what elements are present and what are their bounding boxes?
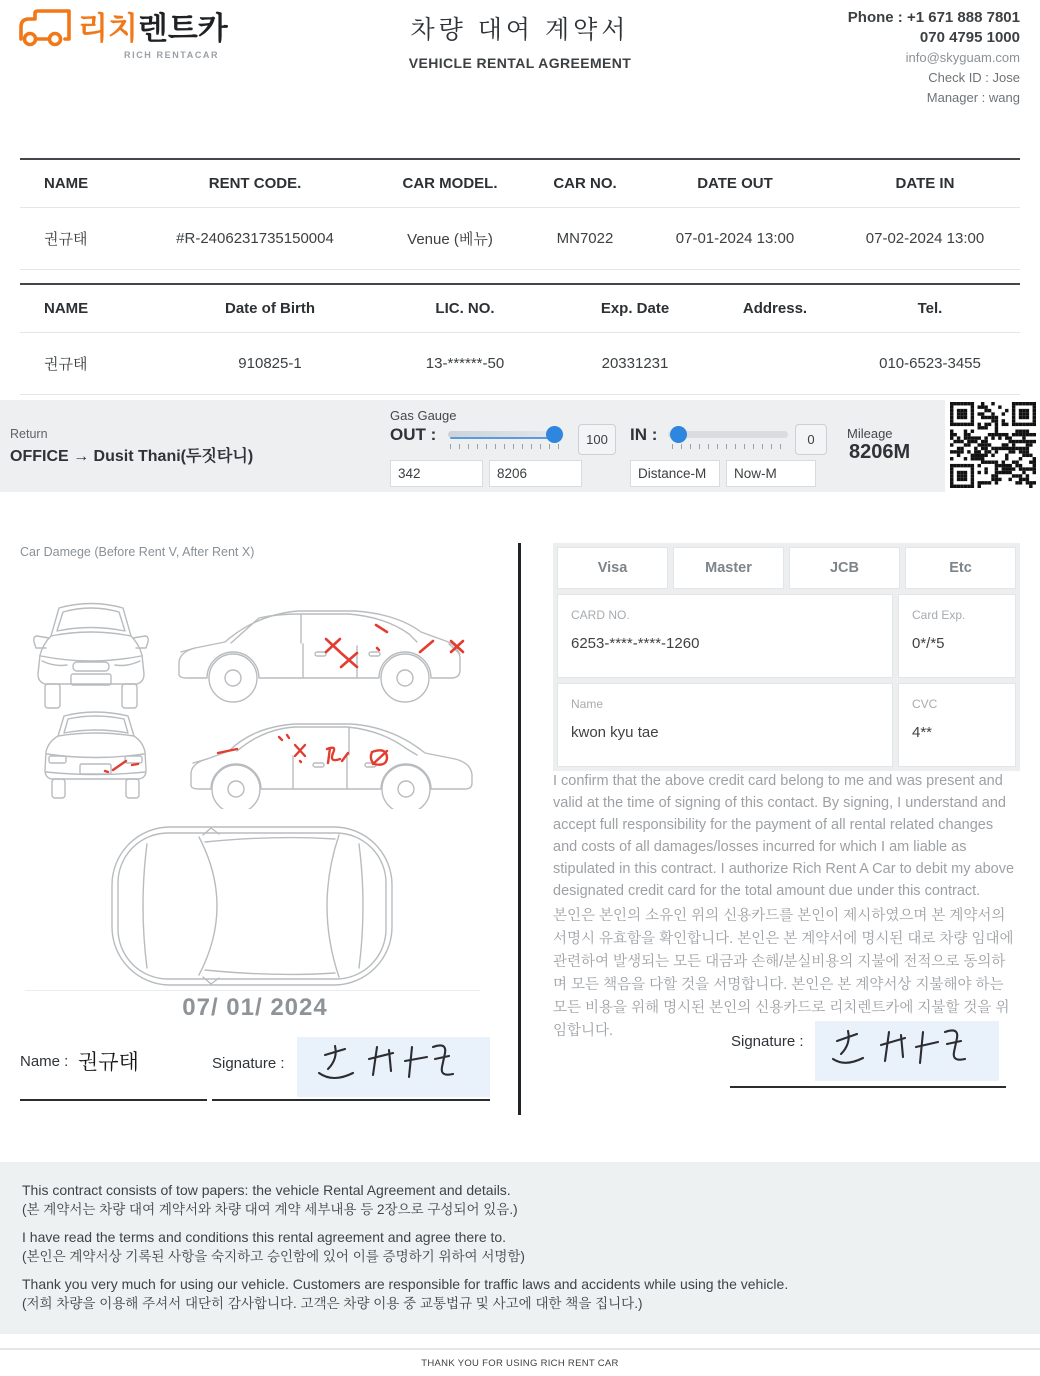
car-top-view[interactable] — [107, 822, 397, 992]
out-label: OUT : — [390, 425, 437, 444]
terms-footer — [0, 1162, 1040, 1334]
card-exp-label: Card Exp. — [912, 608, 966, 622]
card-number-field[interactable] — [557, 594, 893, 678]
card-signature-underline — [730, 1086, 1006, 1088]
out-slider-fill — [450, 437, 558, 439]
col-dob: Date of Birth — [170, 284, 370, 333]
card-cvc-value: 4** — [912, 724, 933, 741]
manager: Manager : wang — [926, 90, 1020, 105]
terms-line-2-en: I have read the terms and conditions this rental agreement and agree there to. — [22, 1229, 507, 1245]
tab-visa[interactable]: Visa — [557, 547, 668, 589]
gauge-strip — [0, 400, 945, 492]
section-separator — [25, 990, 480, 991]
card-cvc-field[interactable] — [898, 683, 1016, 767]
phone-line-2: 070 4795 1000 — [919, 29, 1020, 46]
col-address: Address. — [710, 284, 840, 333]
phone-line-1: Phone : +1 671 888 7801 — [847, 9, 1020, 26]
signature-underline — [212, 1099, 490, 1101]
card-holder-field[interactable] — [557, 683, 893, 767]
car-model: Venue (베뉴) — [370, 208, 530, 270]
driver-address — [710, 333, 840, 395]
in-field-now[interactable] — [726, 460, 816, 487]
out-field-2[interactable] — [489, 460, 582, 487]
driver-info-table — [20, 283, 1020, 395]
mileage-label: Mileage — [847, 426, 893, 441]
col-date-out: DATE OUT — [640, 159, 830, 208]
card-signature-label: Signature : — [731, 1033, 804, 1050]
page-title-english: VEHICLE RENTAL AGREEMENT — [408, 55, 632, 71]
car-front-view[interactable] — [28, 588, 154, 710]
thank-you-line: THANK YOU FOR USING RICH RENT CAR — [421, 1358, 619, 1369]
signature-pad[interactable] — [297, 1037, 490, 1097]
rent-code: #R-2406231735150004 — [140, 208, 370, 270]
car-rear-view[interactable] — [28, 706, 163, 806]
date-in: 07-02-2024 13:00 — [830, 208, 1020, 270]
in-field-distance[interactable] — [630, 460, 720, 487]
contact-block — [848, 8, 1020, 108]
car-side-view-left[interactable] — [175, 701, 481, 809]
credit-card-panel — [553, 543, 1020, 771]
column-divider — [518, 543, 521, 1115]
col-rent-code: RENT CODE. — [140, 159, 370, 208]
rental-table-header-row — [20, 159, 1020, 208]
driver-table-header-row — [20, 284, 1020, 333]
page-title-korean: 차량 대여 계약서 — [410, 16, 630, 44]
card-cvc-label: CVC — [912, 697, 938, 711]
renter-name-value: 권규태 — [78, 1051, 139, 1074]
terms-line-1-kr: (본 계약서는 차량 대여 계약서와 차량 대여 계약 세부내용 등 2장으로 구성되어 있음.) — [22, 1202, 518, 1217]
return-label: Return — [10, 427, 48, 441]
logo-wordmark: 리치렌트카 — [78, 11, 228, 46]
tab-jcb[interactable]: JCB — [789, 547, 900, 589]
driver-table-row — [20, 333, 1020, 395]
name-underline — [20, 1099, 207, 1101]
col-name: NAME — [20, 159, 140, 208]
gas-gauge-label: Gas Gauge — [390, 408, 457, 423]
in-slider-ticks — [672, 444, 788, 449]
signature-label: Signature : — [212, 1055, 285, 1072]
out-gauge-value[interactable]: 100 — [578, 424, 616, 455]
return-route: OFFICE → Dusit Thani(두짓타니) — [10, 448, 254, 465]
name-label: Name : — [20, 1053, 69, 1070]
in-gauge-value[interactable]: 0 — [795, 424, 827, 455]
rental-info-table — [20, 158, 1020, 270]
col-tel: Tel. — [840, 284, 1020, 333]
out-slider-ticks — [450, 444, 564, 449]
card-signature-pad[interactable] — [815, 1021, 999, 1081]
mileage-value: 8206M — [849, 441, 911, 463]
col-name: NAME — [20, 284, 170, 333]
driver-dob: 910825-1 — [170, 333, 370, 395]
car-damage-label: Car Damege (Before Rent V, After Rent X) — [20, 545, 255, 559]
logo-subtitle: RICH RENTACAR — [124, 50, 220, 60]
terms-line-2-kr: (본인은 계약서상 기록된 사항을 숙지하고 승인함에 있어 이를 증명하기 위하여 서명함) — [22, 1249, 525, 1264]
rental-table-row — [20, 208, 1020, 270]
car-damage-section — [20, 543, 490, 1123]
card-number-value: 6253-****-****-1260 — [571, 635, 700, 652]
confirmation-text-english: I confirm that the above credit card belong to me and was present and valid at the time of signing of this contact. By signing, I understand and accept full responsibility for the payment of all rental related changes and costs of all damages/losses incurred for which I am liable as stipulated in this contract. I authorize Rich Rent A Car to debit my above designated credit card for the total amount due under this contract. — [553, 773, 1015, 899]
driver-tel: 010-6523-3455 — [840, 333, 1020, 395]
email: info@skyguam.com — [905, 50, 1020, 65]
out-field-1[interactable] — [390, 460, 483, 487]
driver-lic-no: 13-******-50 — [370, 333, 560, 395]
col-lic-no: LIC. NO. — [370, 284, 560, 333]
tab-etc[interactable]: Etc — [905, 547, 1016, 589]
payment-section — [553, 543, 1020, 1123]
card-signature-handwriting — [815, 1021, 999, 1081]
card-exp-value: 0*/*5 — [912, 635, 945, 652]
check-id: Check ID : Jose — [928, 70, 1020, 85]
col-car-model: CAR MODEL. — [370, 159, 530, 208]
out-gauge-slider[interactable] — [448, 431, 564, 438]
date-out: 07-01-2024 13:00 — [640, 208, 830, 270]
car-no: MN7022 — [530, 208, 640, 270]
terms-line-3-kr: (저희 차량을 이용해 주셔서 대단히 감사합니다. 고객은 차량 이용 중 교통법규 및 사고에 대한 책을 집니다.) — [22, 1296, 643, 1311]
col-exp-date: Exp. Date — [560, 284, 710, 333]
tab-master[interactable]: Master — [673, 547, 784, 589]
renter-name: 권규태 — [20, 208, 140, 270]
in-slider-thumb[interactable] — [670, 426, 687, 443]
terms-line-1-en: This contract consists of tow papers: the vehicle Rental Agreement and details. — [22, 1182, 511, 1198]
damage-check-date: 07/ 01/ 2024 — [182, 994, 328, 1021]
qr-code — [950, 402, 1036, 488]
card-holder-value: kwon kyu tae — [571, 724, 659, 741]
bottom-divider — [0, 1348, 1040, 1350]
col-car-no: CAR NO. — [530, 159, 640, 208]
driver-name: 권규태 — [20, 333, 170, 395]
in-gauge-slider[interactable] — [668, 431, 788, 438]
in-label: IN : — [630, 425, 658, 444]
signature-handwriting — [297, 1037, 490, 1097]
card-exp-field[interactable] — [898, 594, 1016, 678]
out-slider-thumb[interactable] — [546, 426, 563, 443]
terms-line-3-en: Thank you very much for using our vehicle. Customers are responsible for traffic laws and accidents while using the vehicle. — [22, 1276, 789, 1292]
driver-exp-date: 20331231 — [560, 333, 710, 395]
confirmation-text-korean: 본인은 본인의 소유인 위의 신용카드를 본인이 제시하였으며 본 계약서의 서명시 유효함을 확인합니다. 본인은 본 계약서에 명시된 대로 차량 임대에 관련하여 발생되는 모든 대금과 손해/분실비용의 지불에 전적으로 동의하며 모든 책음을 다할 것을 서명합니다. 본인은 본 계약서상 지불해야 하는 모든 비용을 위해 명시된 본인의 신용카드로 리치렌트카에 지불할 것을 위임합니다. — [553, 908, 1014, 1039]
card-holder-label: Name — [571, 697, 604, 711]
card-number-label: CARD NO. — [571, 608, 630, 622]
car-side-view-right[interactable] — [173, 590, 493, 708]
col-date-in: DATE IN — [830, 159, 1020, 208]
